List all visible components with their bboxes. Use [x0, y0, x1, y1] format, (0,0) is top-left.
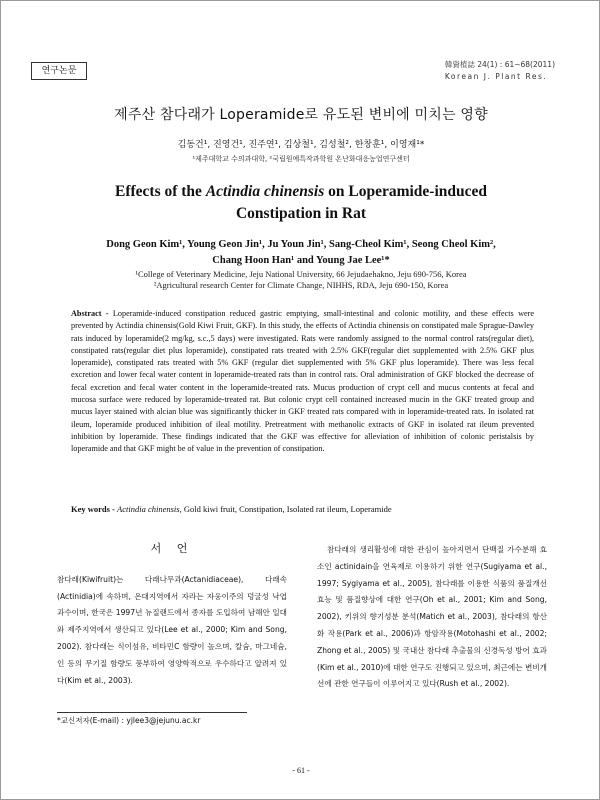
abstract [71, 308, 534, 456]
korean-title: 제주산 참다래가 Loperamide로 유도된 변비에 미치는 영향 [114, 107, 488, 123]
keywords-rest: , Gold kiwi fruit, Constipation, Isolated rat ileum, Loperamide [179, 504, 392, 514]
keywords-species: Actindia chinensis [117, 504, 180, 514]
body-paragraph-right: 참다래의 생리활성에 대한 관심이 높아지면서 단백질 가수분해 효소인 actinidain을 연육제로 이용하기 위한 연구(Sugiyama et al., 1997; Sygiyama et al., 2005), 참다래를 이용한 식품의 품질개선 효능 및 품질향상에 대한 연구(Oh et al., 2001; Kim and Song, 2002), 키위의 향기성분 분석(Matich et al., 2003), 참다래의 항산화 작용(Park et al., 2006)과 항암작용(Motohashi et al., 2002; Zhong et al., 2005) 및 국내산 참다래 추출물의 신경독성 방어 효과(Kim et al., 2010)에 대한 연구도 진행되고 있으며, 최근에는 변비개선에 관한 연구들이 이루어지고 있다(Rush et al., 2002). [317, 545, 547, 689]
section-heading-introduction: 서 언 [150, 542, 194, 555]
korean-authors: 김동건¹, 진영건¹, 진주연¹, 김상철¹, 김성철², 한창훈¹, 이영재¹* [177, 140, 425, 150]
english-title-post: on Loperamide-induced [324, 183, 488, 200]
english-affiliations [1, 269, 600, 291]
keywords [71, 504, 534, 514]
korean-affiliations: ¹제주대학교 수의과대학, ²국립원예특작과학원 온난화대응농업연구센터 [192, 155, 410, 163]
journal-citation: 韓資植誌 24(1) : 61∼68(2011) [444, 60, 555, 69]
corresponding-author-note: *교신저자(E-mail) : yjlee3@jejunu.ac.kr [57, 716, 201, 725]
abstract-text: Loperamide-induced constipation reduced gastric emptying, small-intestinal and colonic motility, and these effects were prevented by Actindia chinensis(Gold Kiwi Fruit, GKF). In this study, the effects of Actindia chinensis on constipated male Sprague-Dawley rats induced by loperamide(2 mg/kg, s.c.,5 days) were investigated. Rats were randomly assigned to the normal control rats(regular diet), constipated rats(regular diet plus loperamide), constipated rats treated with 2.5% GKF(regular diet supplemented with 2.5% GKF plus loperamide), constipated rats treated with 5% GKF (regular diet supplemented with 5% GKF plus loperamide). There was less fecal excretion and lower fecal water content in loperamide-treated rats than in control rats. Oral administration of GKF blocked the decrease of fecal excretion and fecal water content in the loperamide-treated rats. Mucus production of crypt cell and mucus contents at fecal and mucosa surface were reduced by loperamide-treated rat. But colonic crypt cell contained increased mucin in the GKF treated group and mucus layer stained with alcian blue was significantly thicker in GKF treated rats compared with in loperamide-treated rats. In isolated rat ileum, loperamide produced inhibition of ileal motility. Pretreatment with methanolic extracts of GKF in isolated rat ileum prevented inhibition by loperamide. These findings indicated that the GKF was effective for alleviation of inhibition of colonic peristalsis by loperamide and that GKF might be of value in the prevention of constipation. [71, 309, 534, 454]
english-title-line2: Constipation in Rat [235, 205, 367, 222]
journal-name: Korean J. Plant Res. [444, 72, 548, 81]
english-affiliation-2: ²Agricultural research Center for Climate Change, NIHHS, RDA, Jeju 690-150, Korea [153, 280, 449, 290]
english-authors-line2: Chang Hoon Han¹ and Young Jae Lee¹* [212, 255, 390, 266]
footnote-divider [57, 712, 247, 713]
english-title-species: Actindia chinensis [205, 183, 325, 200]
page-number: - 61 - [292, 766, 310, 775]
journal-info [445, 59, 555, 83]
body-paragraph-left: 참다래(Kiwifruit)는 다래나무과(Actanidiaceae), 다래속(Actinidia)에 속하며, 온대지역에서 자라는 자웅이주의 덩굴성 낙엽과수이며, 한국은 1997년 뉴질랜드에서 종자를 도입하여 남해안 일대와 제주지역에서 생산되고 있다(Lee et al., 2000; Kim and Song, 2002). 참다래는 식이섬유, 비타민C 함량이 높으며, 칼슘, 마그네슘, 인 등의 무기질 함량도 풍부하여 영양학적으로 우수하다고 알려져 있다(Kim et al., 2003). [57, 574, 287, 685]
english-title-pre: Effects of the [114, 183, 206, 200]
english-title [1, 181, 600, 225]
body-column-right [317, 542, 547, 693]
body-column-left [57, 541, 287, 689]
article-type-badge: 연구논문 [31, 62, 87, 80]
abstract-label: Abstract - [71, 309, 113, 318]
english-affiliation-1: ¹College of Veterinary Medicine, Jeju National University, 66 Jejudaehakno, Jeju 690-756, Korea [135, 269, 467, 279]
english-authors-line1: Dong Geon Kim¹, Young Geon Jin¹, Ju Youn Jin¹, Sang-Cheol Kim¹, Seong Cheol Kim², [106, 239, 496, 250]
keywords-label: Key words - [71, 504, 118, 514]
english-authors [1, 237, 600, 269]
